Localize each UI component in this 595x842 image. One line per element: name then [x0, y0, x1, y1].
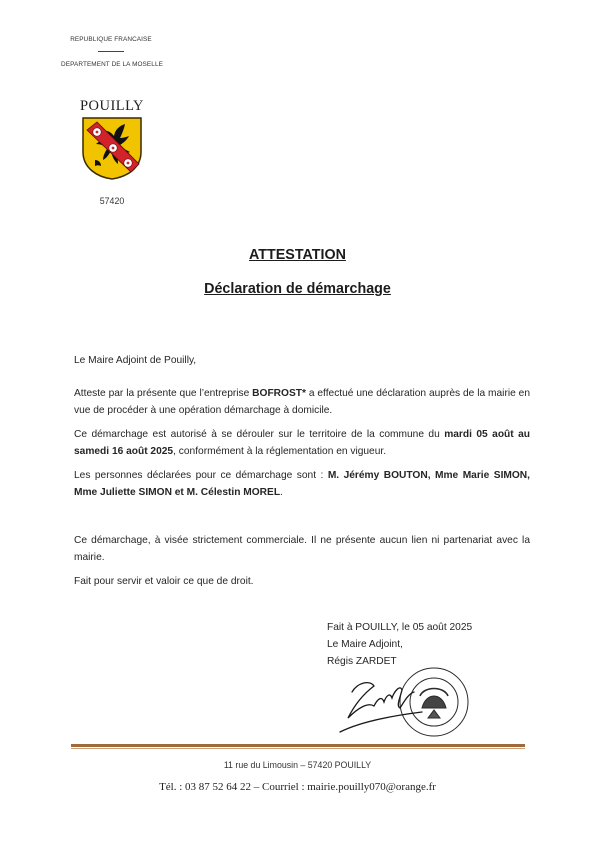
- p2-start: Ce démarchage est autorisé à se dérouler sur le territoire de la commune du: [74, 429, 445, 440]
- postcode-label: 57420: [99, 196, 125, 206]
- department-label: DEPARTEMENT DE LA MOSELLE: [61, 61, 163, 68]
- footer-address: 11 rue du Limousin – 57420 POUILLY: [223, 760, 372, 770]
- signatory-role: Le Maire Adjoint,: [327, 639, 403, 650]
- paragraph-persons: [74, 467, 530, 501]
- signature-and-stamp: [330, 662, 480, 742]
- paragraph-dates: [74, 426, 530, 460]
- salutation: Le Maire Adjoint de Pouilly,: [74, 355, 197, 366]
- footer-contact: Tél. : 03 87 52 64 22 – Courriel : mairie.pouilly070@orange.fr: [159, 781, 436, 793]
- signatory-name: Régis ZARDET: [327, 656, 397, 667]
- official-stamp-icon: [400, 668, 468, 736]
- footer-divider: [71, 744, 525, 747]
- p3-end: .: [280, 487, 283, 498]
- p3-start: Les personnes déclarées pour ce démarchage sont :: [74, 470, 328, 481]
- p1-end: a effectué une déclaration auprès de la mairie en vue de procéder à une opération démarchage à domicile.: [74, 388, 530, 416]
- handwritten-signature-icon: [340, 683, 422, 732]
- republic-label: REPUBLIQUE FRANCAISE: [70, 36, 152, 43]
- coat-of-arms-icon: [81, 116, 143, 181]
- header-divider: [98, 51, 124, 52]
- paragraph-closing: Fait pour servir et valoir ce que de droit.: [74, 576, 254, 587]
- place-date: Fait à POUILLY, le 05 août 2025: [327, 622, 473, 633]
- p1-start: Atteste par la présente que l’entreprise: [74, 388, 253, 399]
- authorized-dates: mardi 05 août au samedi 16 août 2025: [74, 429, 530, 457]
- paragraph-commercial: Ce démarchage, à visée strictement commerciale. Il ne présente aucun lien ni partenariat avec la mairie.: [74, 535, 530, 563]
- declared-persons: M. Jérémy BOUTON, Mme Marie SIMON, Mme Juliette SIMON et M. Célestin MOREL: [74, 470, 530, 498]
- footer-divider-thin: [71, 748, 525, 749]
- company-name: BOFROST*: [252, 388, 306, 399]
- document-subtitle: Déclaration de démarchage: [204, 281, 391, 297]
- p2-end: , conformément à la réglementation en vigueur.: [173, 446, 387, 457]
- town-name: POUILLY: [79, 98, 145, 114]
- paragraph-declaration: [74, 385, 530, 419]
- document-title: ATTESTATION: [249, 247, 346, 263]
